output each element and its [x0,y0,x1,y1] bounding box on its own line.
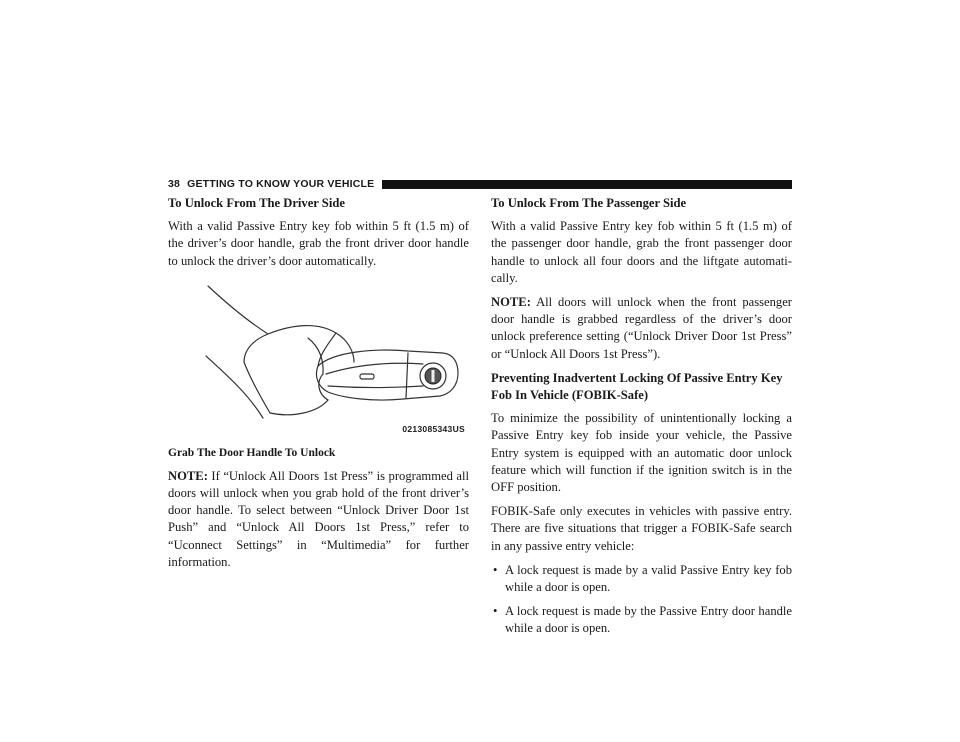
heading-passenger-side: To Unlock From The Passenger Side [491,196,687,210]
note-text: If “Unlock All Doors 1st Press” is programmed all doors will unlock when you grab hold of the front driver’s door handle. To select between “Unlock Driver Door 1st Push” and “Unlock All Doors 1st Press,” refer to “Uconnect Settings” in “Multimedia” for further information. [168,468,469,569]
passenger-side-paragraph: With a valid Passive Entry key fob within 5 ft (1.5 m) of the passenger door handle, grab the front passenger door handle to unlock all four doors and the liftgate automati-cally. [491,219,792,285]
note-text: All doors will unlock when the front passenger door handle is grabbed regardless of the driver’s door unlock preference setting (“Unlock Driver Door 1st Press” or “Unlock All Doors 1st Press”). [491,295,792,361]
fobik-paragraph-1: To minimize the possibility of unintentionally locking a Passive Entry key fob inside your vehicle, the Passive Entry system is equipped with an automatic door unlock feature which will function if the ignition switch is in the OFF position. [491,411,792,495]
figure-code: 0213085343US [402,423,465,434]
note-label: NOTE: [491,295,531,310]
note-paragraph-right [491,294,792,363]
page-number: 38 [168,178,181,190]
header-rule [382,180,792,189]
bullet-icon: • [493,562,498,577]
driver-side-paragraph: With a valid Passive Entry key fob within 5 ft (1.5 m) of the driver’s door handle, grab the front driver door handle to unlock the driver’s door automatically. [168,219,469,268]
heading-fobik-safe: Preventing Inadvertent Locking Of Passive Entry Key Fob In Vehicle (FOBIK-Safe) [491,370,783,403]
note-paragraph-left [168,468,469,571]
list-item: • A lock request is made by the Passive Entry door handle while a door is open. [493,604,792,636]
fobik-paragraph-2: FOBIK-Safe only executes in vehicles with passive entry. There are five situations that trigger a FOBIK-Safe search in any passive entry vehicle: [491,504,792,553]
figure-caption: Grab The Door Handle To Unlock [168,446,336,459]
section-title: GETTING TO KNOW YOUR VEHICLE [187,178,375,190]
door-handle-figure [168,278,469,446]
right-column [491,195,792,645]
note-label: NOTE: [168,468,208,483]
bullet-icon: • [493,604,498,619]
left-column [168,195,469,578]
page-header [168,177,792,191]
trigger-list [491,562,792,638]
list-item: • A lock request is made by a valid Passive Entry key fob while a door is open. [493,562,792,595]
heading-driver-side: To Unlock From The Driver Side [168,196,345,210]
